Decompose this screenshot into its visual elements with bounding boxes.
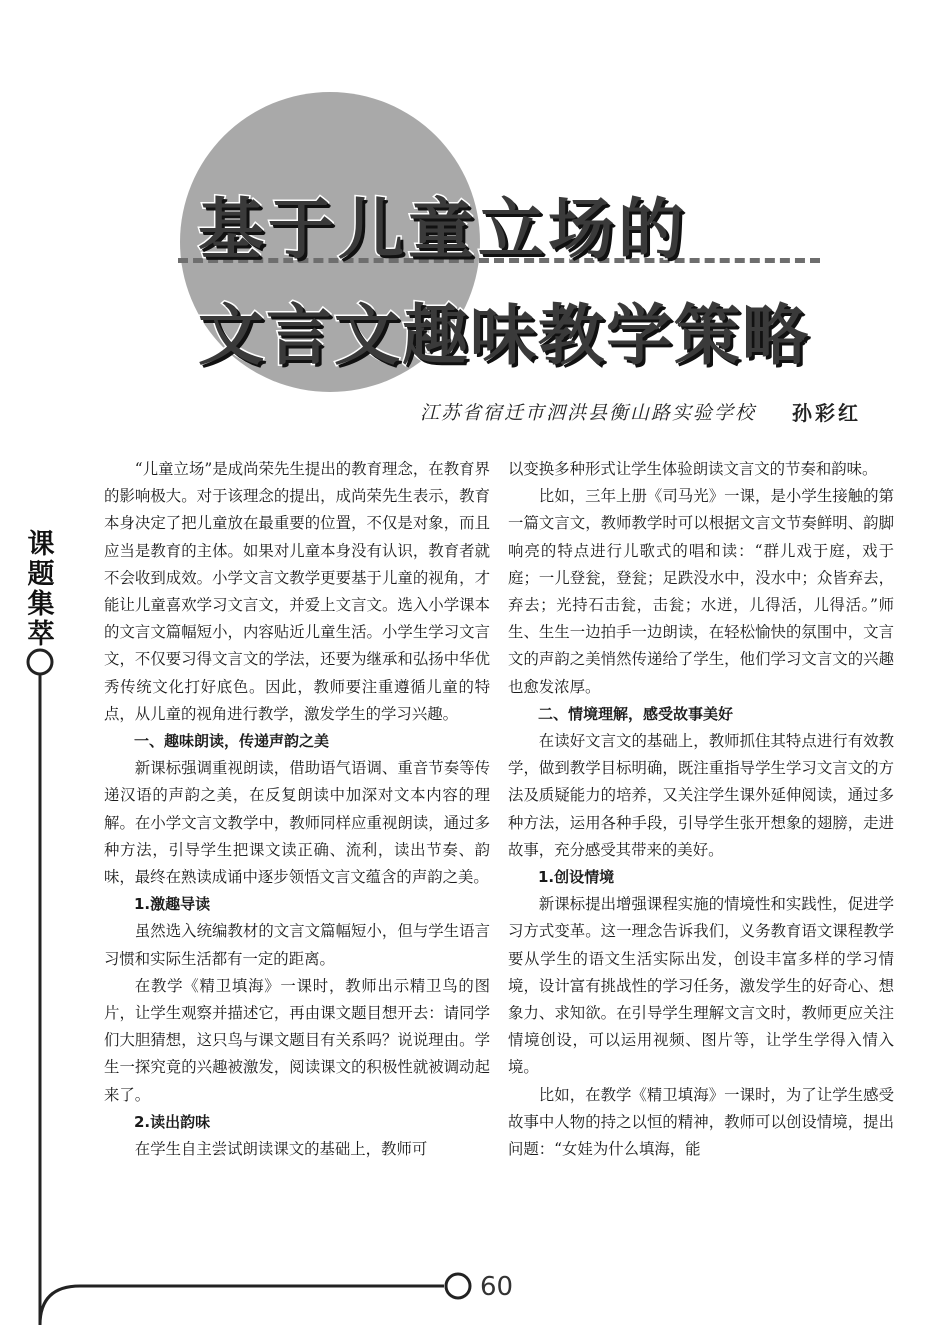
section-label-vertical bbox=[26, 530, 56, 650]
author-affiliation: 江苏省宿迁市泗洪县衡山路实验学校 bbox=[420, 402, 757, 424]
paragraph: 新课标提出增强课程实施的情境性和实践性，促进学习方式变革。这一理念告诉我们，义务教育语文课程教学要从学生的语文生活实际出发，创设丰富多样的学习情境，设计富有挑战性的学习任务，激发学生的好奇心、想象力、求知欲。在引导学生理解文言文时，教师更应关注情境创设，可以运用视频、图片等，让学生学得入情入境。 bbox=[508, 895, 894, 1077]
right-column bbox=[508, 456, 894, 1163]
paragraph: 在学生自主尝试朗读课文的基础上，教师可 bbox=[134, 1140, 428, 1159]
paragraph: 比如，三年上册《司马光》一课，是小学生接触的第一篇文言文，教师教学时可以根据文言文节奏鲜明、韵脚响亮的特点进行儿歌式的唱和读：“群儿戏于庭，戏于庭；一儿登瓮，登瓮；足跌没水中，没水中；众皆弃去，弃去；光持石击瓮，击瓮；水迸，儿得活，儿得活。”师生、生生一边拍手一边朗读，在轻松愉快的氛围中，文言文的声韵之美悄然传递给了学生，他们学习文言文的兴趣也愈发浓厚。 bbox=[508, 487, 894, 696]
footer-line bbox=[40, 1286, 444, 1325]
section-heading: 一、趣味朗读，传递声韵之美 bbox=[134, 732, 330, 751]
page-number: 60 bbox=[480, 1272, 514, 1302]
paragraph: 在教学《精卫填海》一课时，教师出示精卫鸟的图片，让学生观察并描述它，再由课文题目想开去：请同学们大胆猜想，这只鸟与课文题目有关系吗？说说理由。学生一探究竟的兴趣被激发，阅读课文的积极性就被调动起来了。 bbox=[104, 976, 490, 1104]
section-heading: 二、情境理解，感受故事美好 bbox=[538, 704, 734, 723]
paragraph: 比如，在教学《精卫填海》一课时，为了让学生感受故事中人物的持之以恒的精神，教师可以创设情境，提出问题：“女娃为什么填海，能 bbox=[508, 1085, 894, 1159]
article-title-line-1: 基于儿童立场的 bbox=[198, 191, 688, 268]
subsection-heading: 1.创设情境 bbox=[538, 868, 615, 887]
section-label-char: 萃 bbox=[27, 619, 55, 650]
section-label-char: 课 bbox=[27, 529, 55, 560]
paragraph: 虽然选入统编教材的文言文篇幅短小，但与学生语言习惯和实际生活都有一定的距离。 bbox=[104, 922, 490, 968]
paragraph: “儿童立场”是成尚荣先生提出的教育理念，在教育界的影响极大。对于该理念的提出，成尚荣先生表示，教育本身决定了把儿童放在最重要的位置，不仅是对象，而且应当是教育的主体。如果对儿童本身没有认识，教育者就不会收到成效。小学文言文教学更要基于儿童的视角，才能让儿童喜欢学习文言文，并爱上文言文。选入小学课本的文言文篇幅短小，内容贴近儿童生活。小学生学习文言文，不仅要习得文言文的学法，还要为继承和弘扬中华优秀传统文化打好底色。因此，教师要注重遵循儿童的特点，从儿童的视角进行教学，激发学生的学习兴趣。 bbox=[104, 460, 490, 723]
author-name: 孙彩红 bbox=[792, 401, 861, 425]
article-title-line-2: 文言文趣味教学策略 bbox=[198, 297, 810, 374]
paragraph: 新课标强调重视朗读，借助语气语调、重音节奏等传递汉语的声韵之美，在反复朗读中加深对文本内容的理解。在小学文言文教学中，教师同样应重视朗读，通过多种方法，引导学生把课文读正确、流利，读出节奏、韵味，最终在熟读成诵中逐步领悟文言文蕴含的声韵之美。 bbox=[104, 759, 490, 887]
paragraph: 在读好文言文的基础上，教师抓住其特点进行有效教学，做到教学目标明确，既注重指导学生学习文言文的方法及质疑能力的培养，又关注学生课外延伸阅读，通过多种方法，运用各种手段，引导学生张开想象的翅膀，走进故事，充分感受其带来的美好。 bbox=[508, 732, 894, 859]
section-label-char: 集 bbox=[27, 589, 55, 620]
paragraph: 以变换多种形式让学生体验朗读文言文的节奏和韵味。 bbox=[508, 460, 878, 478]
section-label-char: 题 bbox=[27, 559, 55, 590]
footer-ring-icon bbox=[446, 1274, 470, 1298]
left-column bbox=[104, 456, 490, 1163]
margin-ring-icon bbox=[28, 650, 52, 674]
subsection-heading: 1.激趣导读 bbox=[134, 895, 211, 914]
subsection-heading: 2.读出韵味 bbox=[134, 1112, 211, 1131]
